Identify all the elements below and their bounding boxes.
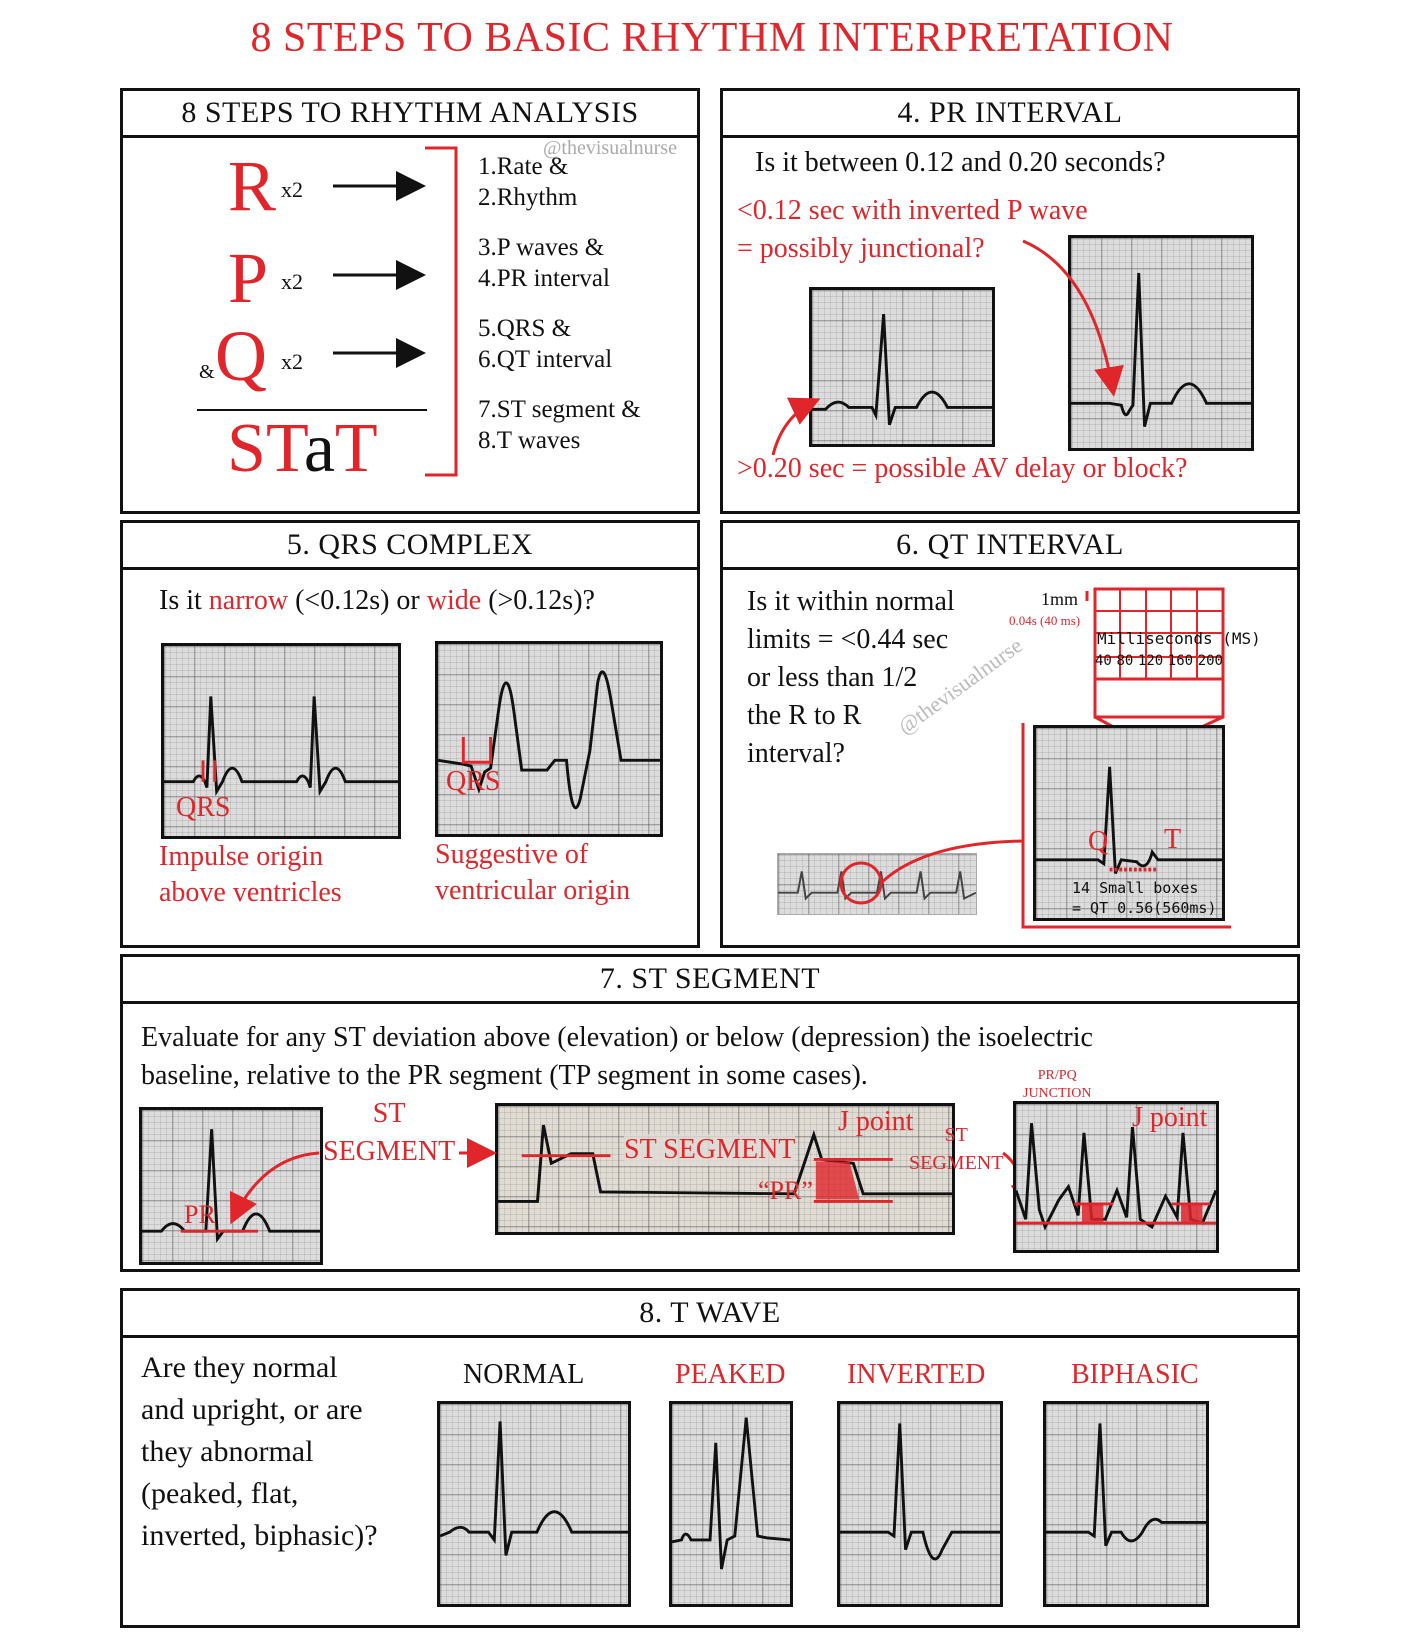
- step-item: 7.ST segment &: [478, 396, 641, 423]
- ms-label: 0.04s (40 ms): [1009, 613, 1081, 628]
- panel-qrs-complex: [120, 520, 700, 948]
- step-item: 1.Rate &: [478, 153, 569, 180]
- letter-q: Q: [215, 316, 267, 396]
- ecg-strip-st-depression: [1013, 1101, 1219, 1253]
- panel-title: 4. PR INTERVAL: [723, 91, 1297, 138]
- t-wave-question: Are they normal and upright, or are they abnormal (peaked, flat, inverted, biphasic)?: [141, 1351, 378, 1552]
- mm-label: 1mm: [1041, 589, 1079, 609]
- panel-title: 6. QT INTERVAL: [723, 523, 1297, 570]
- qt-question: Is it within normal limits = <0.44 sec or less than 1/2 the R to R interval?: [747, 586, 955, 769]
- ampersand: &: [199, 361, 215, 383]
- label-biphasic: BIPHASIC: [1071, 1359, 1199, 1390]
- caption-wide: Suggestive of ventricular origin: [435, 839, 631, 906]
- pr-note-junctional-1: <0.12 sec with inverted P wave: [737, 195, 1088, 226]
- watermark: @thevisualnurse: [543, 137, 677, 159]
- letter-p: P: [228, 238, 269, 318]
- panel-title: 8 STEPS TO RHYTHM ANALYSIS: [123, 91, 697, 138]
- pr-label: PR: [184, 1200, 216, 1229]
- step-item: 2.Rhythm: [478, 184, 578, 211]
- arrows: [328, 161, 438, 381]
- ecg-t-normal: [437, 1401, 631, 1607]
- j-point-label-2: J point: [1132, 1102, 1208, 1133]
- panel-t-wave: [120, 1288, 1300, 1628]
- ecg-strip-qt-zoom: [1033, 725, 1225, 921]
- label-inverted: INVERTED: [847, 1359, 986, 1390]
- pr-pq-junction-label: PR/PQ JUNCTION: [1023, 1068, 1092, 1101]
- bracket: [423, 145, 463, 480]
- ms-title: Milliseconds (MS): [1097, 629, 1261, 648]
- panel-st-segment: [120, 954, 1300, 1272]
- panel-title: 8. T WAVE: [123, 1291, 1297, 1338]
- letter-r: R: [228, 146, 277, 226]
- st-description: Evaluate for any ST deviation above (elevation) or below (depression) the isoelectric baseline, relative to the PR segment (TP segment in some cases).: [141, 1022, 1093, 1091]
- x2-label: x2: [281, 349, 303, 374]
- caption-narrow: Impulse origin above ventricles: [159, 841, 342, 908]
- boxes-note: 14 Small boxes = QT 0.56(560ms): [1072, 879, 1217, 917]
- st-segment-inline-label: ST SEGMENT: [624, 1134, 796, 1165]
- ecg-t-peaked: [669, 1401, 793, 1607]
- step-item: 3.P waves &: [478, 234, 605, 261]
- q-label: Q: [1088, 826, 1109, 857]
- panel-rhythm-analysis: [120, 88, 700, 514]
- ecg-strip-wide-qrs: [435, 641, 663, 837]
- panel-title: 5. QRS COMPLEX: [123, 523, 697, 570]
- step-list: [478, 151, 641, 456]
- t-label: T: [1164, 824, 1182, 855]
- pr-quote-label: “PR”: [758, 1176, 813, 1205]
- st-segment-label: ST SEGMENT: [323, 1098, 456, 1167]
- label-normal: NORMAL: [463, 1359, 585, 1390]
- j-point-label: J point: [838, 1106, 914, 1137]
- ecg-t-inverted: [837, 1401, 1003, 1607]
- stat-word: STaT: [227, 410, 378, 487]
- qrs-question: Is it narrow (<0.12s) or wide (>0.12s)?: [159, 585, 595, 616]
- label-peaked: PEAKED: [675, 1359, 786, 1390]
- ecg-strip-narrow-qrs: [161, 643, 401, 839]
- step-item: 4.PR interval: [478, 265, 610, 292]
- x2-label: x2: [281, 177, 303, 202]
- step-item: 6.QT interval: [478, 346, 613, 373]
- pr-question: Is it between 0.12 and 0.20 seconds?: [755, 147, 1166, 178]
- x2-label: x2: [281, 269, 303, 294]
- panel-qt-interval: [720, 520, 1300, 948]
- pr-note-junctional-2: = possibly junctional?: [737, 233, 985, 264]
- st-segment-small-label: ST SEGMENT: [909, 1124, 1004, 1174]
- ecg-t-biphasic: [1043, 1401, 1209, 1607]
- panel-title: 7. ST SEGMENT: [123, 957, 1297, 1004]
- qrs-label: QRS: [446, 766, 501, 797]
- step-item: 8.T waves: [478, 427, 581, 454]
- qrs-label: QRS: [176, 792, 231, 823]
- pr-note-av-block: >0.20 sec = possible AV delay or block?: [737, 453, 1188, 484]
- ms-values: 40 80 120 160 200: [1095, 653, 1223, 669]
- panel-pr-interval: [720, 88, 1300, 514]
- step-item: 5.QRS &: [478, 315, 572, 342]
- watermark-rotated: @thevisualnurse: [893, 632, 1027, 740]
- page-title: 8 STEPS TO BASIC RHYTHM INTERPRETATION: [250, 15, 1174, 61]
